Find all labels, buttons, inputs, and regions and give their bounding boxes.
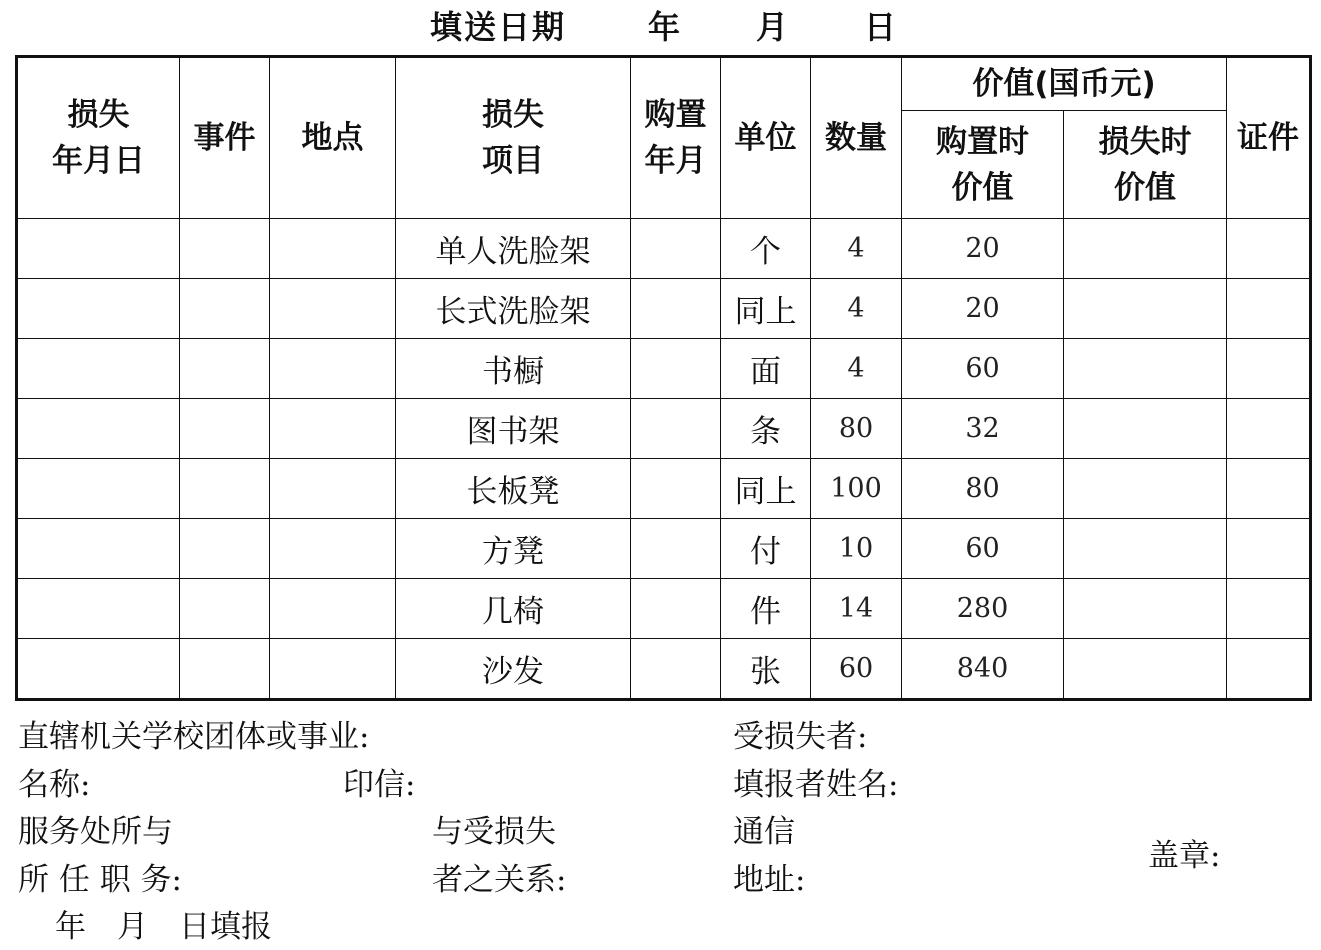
certificate-cell	[1227, 339, 1311, 399]
quantity-cell: 10	[811, 519, 902, 579]
place-cell	[270, 639, 396, 700]
purchase-value-cell: 60	[902, 339, 1064, 399]
purchase-date-cell	[631, 639, 721, 700]
loss-value-cell	[1064, 279, 1227, 339]
loss-value-cell	[1064, 519, 1227, 579]
event-cell	[180, 339, 270, 399]
table-row	[17, 459, 1311, 519]
header-value-at-loss: 损失时 价值	[1064, 111, 1227, 219]
purchase-date-cell	[631, 579, 721, 639]
quantity-cell: 14	[811, 579, 902, 639]
footer-victim-label: 受损失者:	[733, 719, 868, 755]
unit-cell: 同上	[721, 459, 811, 519]
footer-address-label: 地址:	[733, 862, 806, 898]
table-row	[17, 279, 1311, 339]
certificate-cell	[1227, 579, 1311, 639]
purchase-value-cell: 32	[902, 399, 1064, 459]
table-row	[17, 519, 1311, 579]
header-loss-item: 损失 项目	[396, 57, 631, 219]
place-cell	[270, 279, 396, 339]
place-cell	[270, 219, 396, 279]
quantity-cell: 4	[811, 279, 902, 339]
loss-item-cell: 书橱	[396, 339, 631, 399]
header-certificate: 证件	[1227, 57, 1311, 219]
purchase-value-cell: 840	[902, 639, 1064, 700]
unit-cell: 条	[721, 399, 811, 459]
loss-date-cell	[17, 579, 180, 639]
footer-seal-label: 印信:	[343, 767, 416, 803]
purchase-date-cell	[631, 399, 721, 459]
loss-item-cell: 几椅	[396, 579, 631, 639]
place-cell	[270, 399, 396, 459]
event-cell	[180, 639, 270, 700]
header-event: 事件	[180, 57, 270, 219]
loss-report-table	[15, 55, 1312, 701]
loss-value-cell	[1064, 639, 1227, 700]
unit-cell: 同上	[721, 279, 811, 339]
certificate-cell	[1227, 219, 1311, 279]
place-cell	[270, 519, 396, 579]
form-date-header	[0, 6, 1321, 48]
header-quantity: 数量	[811, 57, 902, 219]
unit-cell: 个	[721, 219, 811, 279]
place-cell	[270, 579, 396, 639]
month-label: 月	[756, 8, 791, 46]
certificate-cell	[1227, 279, 1311, 339]
loss-value-cell	[1064, 219, 1227, 279]
purchase-value-cell: 20	[902, 279, 1064, 339]
footer-name-label: 名称:	[18, 767, 91, 803]
footer-report-date: 年 月 日填报	[55, 909, 272, 945]
year-label: 年	[648, 8, 683, 46]
loss-date-cell	[17, 279, 180, 339]
certificate-cell	[1227, 639, 1311, 700]
event-cell	[180, 519, 270, 579]
loss-date-cell	[17, 639, 180, 700]
footer-service-label: 服务处所与	[18, 814, 173, 850]
loss-item-cell: 方凳	[396, 519, 631, 579]
loss-item-cell: 长式洗脸架	[396, 279, 631, 339]
certificate-cell	[1227, 519, 1311, 579]
table-row	[17, 399, 1311, 459]
purchase-value-cell: 80	[902, 459, 1064, 519]
table-row	[17, 219, 1311, 279]
loss-date-cell	[17, 339, 180, 399]
header-purchase-date: 购置 年月	[631, 57, 721, 219]
purchase-date-cell	[631, 279, 721, 339]
loss-value-cell	[1064, 459, 1227, 519]
purchase-date-cell	[631, 519, 721, 579]
loss-date-cell	[17, 519, 180, 579]
event-cell	[180, 459, 270, 519]
footer-relation-label-2: 者之关系:	[432, 862, 567, 898]
day-label: 日	[864, 8, 899, 46]
footer-duty-label: 所 任 职 务:	[18, 862, 183, 898]
header-value-at-purchase: 购置时 价值	[902, 111, 1064, 219]
table-row	[17, 639, 1311, 700]
place-cell	[270, 459, 396, 519]
certificate-cell	[1227, 459, 1311, 519]
unit-cell: 件	[721, 579, 811, 639]
footer-stamp-label: 盖章:	[1148, 838, 1221, 874]
table-row	[17, 339, 1311, 399]
fill-date-label: 填送日期	[430, 8, 567, 46]
loss-value-cell	[1064, 339, 1227, 399]
header-loss-date: 损失 年月日	[17, 57, 180, 219]
event-cell	[180, 579, 270, 639]
unit-cell: 付	[721, 519, 811, 579]
certificate-cell	[1227, 399, 1311, 459]
header-unit: 单位	[721, 57, 811, 219]
loss-item-cell: 图书架	[396, 399, 631, 459]
loss-date-cell	[17, 399, 180, 459]
header-place: 地点	[270, 57, 396, 219]
footer-org-label: 直辖机关学校团体或事业:	[18, 719, 370, 755]
quantity-cell: 100	[811, 459, 902, 519]
quantity-cell: 4	[811, 219, 902, 279]
purchase-date-cell	[631, 219, 721, 279]
loss-date-cell	[17, 219, 180, 279]
event-cell	[180, 219, 270, 279]
event-cell	[180, 279, 270, 339]
footer-comm-label: 通信	[733, 814, 795, 850]
loss-item-cell: 长板凳	[396, 459, 631, 519]
unit-cell: 面	[721, 339, 811, 399]
loss-item-cell: 沙发	[396, 639, 631, 700]
place-cell	[270, 339, 396, 399]
quantity-cell: 60	[811, 639, 902, 700]
quantity-cell: 4	[811, 339, 902, 399]
loss-date-cell	[17, 459, 180, 519]
header-value-group: 价值(国币元)	[902, 57, 1227, 111]
event-cell	[180, 399, 270, 459]
purchase-date-cell	[631, 459, 721, 519]
quantity-cell: 80	[811, 399, 902, 459]
loss-value-cell	[1064, 399, 1227, 459]
loss-value-cell	[1064, 579, 1227, 639]
loss-item-cell: 单人洗脸架	[396, 219, 631, 279]
unit-cell: 张	[721, 639, 811, 700]
footer-relation-label-1: 与受损失	[432, 814, 556, 850]
purchase-date-cell	[631, 339, 721, 399]
footer-reporter-label: 填报者姓名:	[733, 767, 899, 803]
purchase-value-cell: 60	[902, 519, 1064, 579]
purchase-value-cell: 280	[902, 579, 1064, 639]
purchase-value-cell: 20	[902, 219, 1064, 279]
table-row	[17, 579, 1311, 639]
